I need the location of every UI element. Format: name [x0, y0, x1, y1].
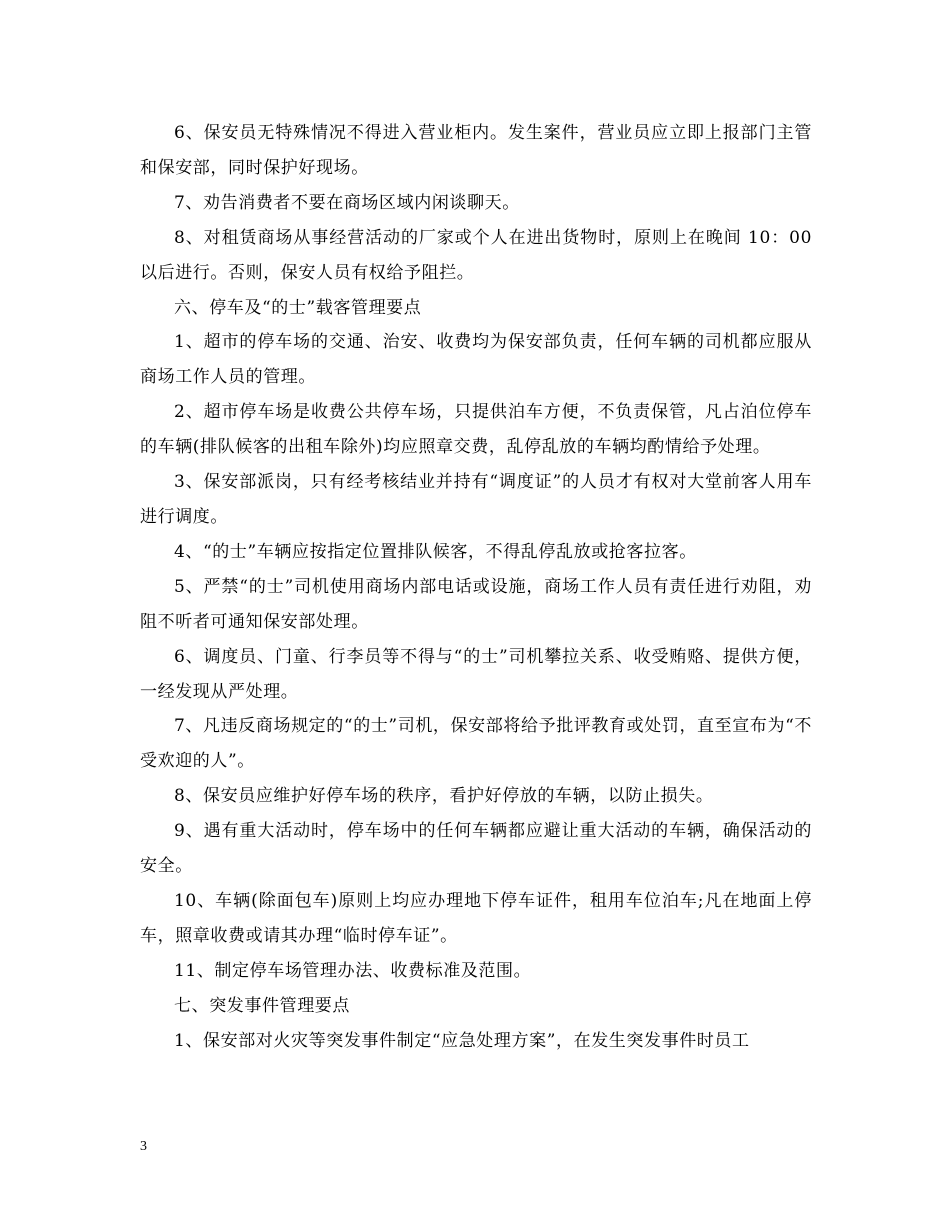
section-heading: 七、突发事件管理要点	[174, 995, 350, 1016]
paragraph: 3、保安部派岗，只有经考核结业并持有“调度证”的人员才有权对大堂前客人用车进行调度。	[140, 472, 812, 527]
paragraph: 7、劝告消费者不要在商场区域内闲谈聊天。	[174, 192, 520, 213]
paragraph: 8、对租赁商场从事经营活动的厂家或个人在进出货物时，原则上在晚间 10：00 以后进行。否则，保安人员有权给予阻拦。	[140, 227, 812, 283]
body-text	[140, 116, 812, 1058]
paragraph: 9、遇有重大活动时，停车场中的任何车辆都应避让重大活动的车辆，确保活动的安全。	[140, 821, 812, 877]
paragraph: 6、调度员、门童、行李员等不得与“的士”司机攀拉关系、收受贿赂、提供方便，一经发现从严处理。	[140, 646, 812, 702]
page-number: 3	[140, 1139, 147, 1154]
paragraph: 7、凡违反商场规定的“的士”司机，保安部将给予批评教育或处罚，直至宣布为“不受欢迎的人”。	[140, 716, 812, 772]
section-heading: 六、停车及“的士”载客管理要点	[174, 297, 422, 318]
paragraph: 6、保安员无特殊情况不得进入营业柜内。发生案件，营业员应立即上报部门主管和保安部，同时保护好现场。	[140, 123, 812, 178]
paragraph: 5、严禁“的士”司机使用商场内部电话或设施，商场工作人员有责任进行劝阻，劝阻不听者可通知保安部处理。	[140, 576, 812, 632]
paragraph: 1、保安部对火灾等突发事件制定“应急处理方案”，在发生突发事件时员工	[174, 1030, 750, 1051]
paragraph: 10、车辆(除面包车)原则上均应办理地下停车证件，租用车位泊车;凡在地面上停车，照章收费或请其办理“临时停车证”。	[140, 890, 812, 946]
paragraph: 2、超市停车场是收费公共停车场，只提供泊车方便，不负责保管，凡占泊位停车的车辆(排队候客的出租车除外)均应照章交费，乱停乱放的车辆均酌情给予处理。	[140, 402, 812, 458]
paragraph: 8、保安员应维护好停车场的秩序，看护好停放的车辆，以防止损失。	[174, 786, 714, 807]
paragraph: 1、超市的停车场的交通、治安、收费均为保安部负责，任何车辆的司机都应服从商场工作人员的管理。	[140, 332, 812, 388]
paragraph: 4、“的士”车辆应按指定位置排队候客，不得乱停乱放或抢客拉客。	[174, 541, 697, 562]
paragraph: 11、制定停车场管理办法、收费标准及范围。	[174, 960, 532, 981]
